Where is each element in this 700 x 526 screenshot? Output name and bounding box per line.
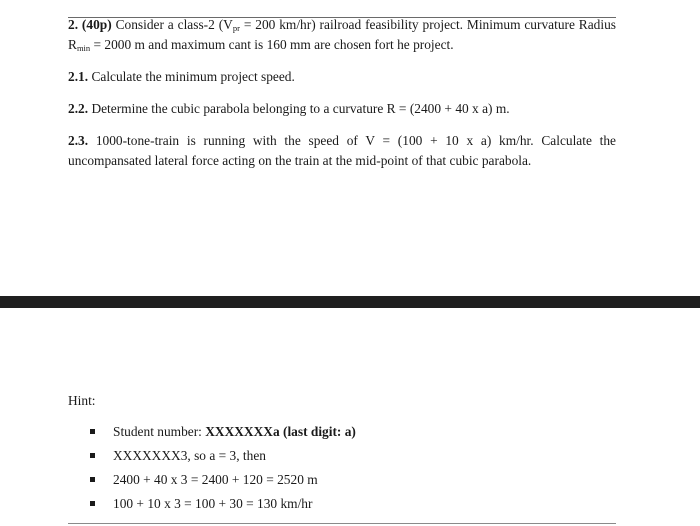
bottom-rule: [68, 523, 616, 524]
question-2-1-number: 2.1.: [68, 69, 89, 84]
question-2-2: [68, 99, 616, 119]
question-2-3-number: 2.3.: [68, 133, 89, 148]
bullet-icon: [90, 477, 95, 482]
problem-block: [68, 15, 616, 182]
hint-item-3: 2400 + 40 x 3 = 2400 + 120 = 2520 m: [113, 472, 318, 487]
bullet-icon: [90, 501, 95, 506]
list-item: [90, 420, 356, 444]
question-2-1: [68, 67, 616, 87]
question-2-3: [68, 131, 616, 171]
list-item: [90, 492, 356, 516]
page-divider-bar: [0, 296, 700, 308]
rmin-subscript: min: [76, 43, 91, 53]
vpr-subscript: pr: [232, 23, 240, 33]
bullet-icon: [90, 429, 95, 434]
question-2-3-text: 1000-tone-train is running with the speed of V = (100 + 10 x a) km/hr. Calculate the uncompansated lateral force acting on the train at the mid-point of that cubic parabola.: [68, 133, 616, 168]
hint-item-1-bold: XXXXXXXa (last digit: a): [205, 424, 356, 439]
list-item: [90, 444, 356, 468]
question-2-2-text: Determine the cubic parabola belonging to a curvature R = (2400 + 40 x a) m.: [88, 101, 510, 116]
problem-number: 2. (40p): [68, 17, 112, 32]
hint-label: Hint:: [68, 393, 96, 408]
hint-item-2: XXXXXXX3, so a = 3, then: [113, 448, 266, 463]
question-2-1-text: Calculate the minimum project speed.: [88, 69, 295, 84]
question-2-2-number: 2.2.: [68, 101, 89, 116]
intro-text-3: = 2000 m and maximum cant is 160 mm are chosen fort he project.: [90, 37, 454, 52]
hint-item-1-text: Student number:: [113, 424, 206, 439]
intro-text-2: = 200 km/hr) railroad feasibility project. Minimum curvature Radius R: [68, 17, 617, 52]
bullet-icon: [90, 453, 95, 458]
intro-text-1: Consider a class-2 (V: [111, 17, 233, 32]
hint-item-4: 100 + 10 x 3 = 100 + 30 = 130 km/hr: [113, 496, 313, 511]
problem-intro: [68, 15, 616, 55]
list-item: [90, 468, 356, 492]
hint-list: [90, 420, 356, 516]
